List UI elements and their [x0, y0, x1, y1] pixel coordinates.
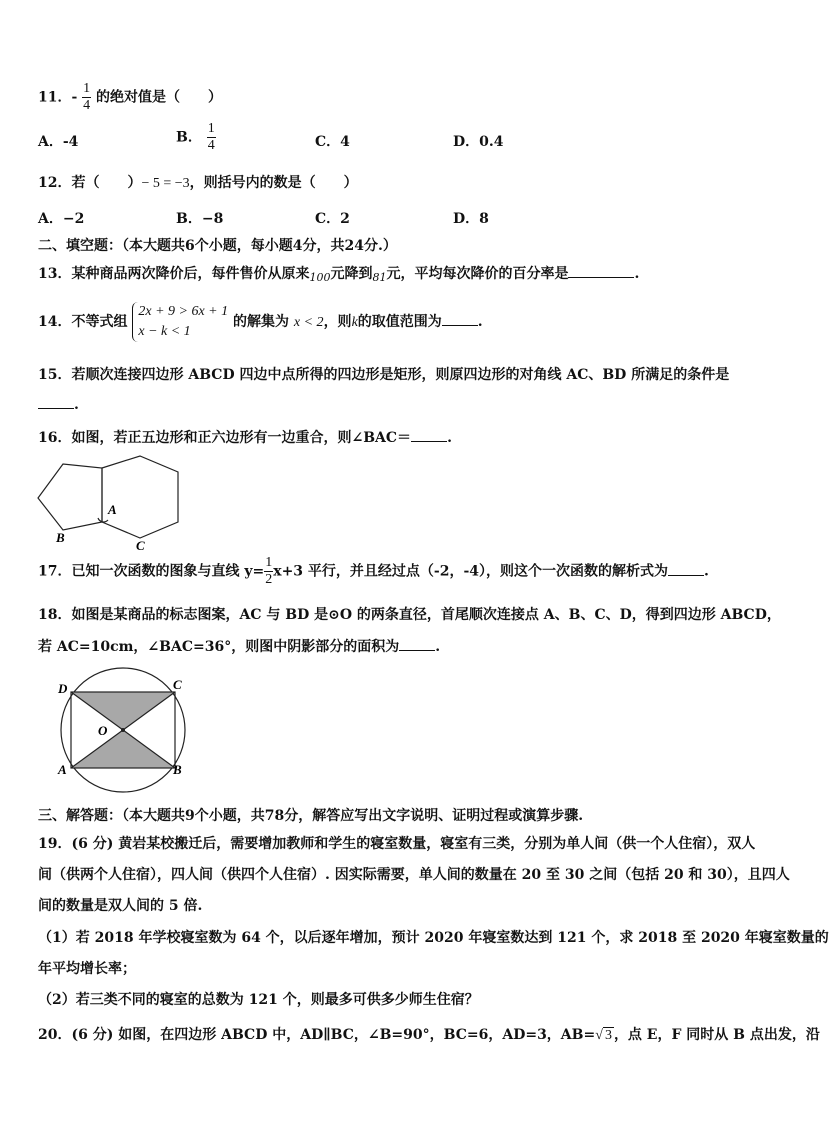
q11-text: 的绝对值是（ ）	[96, 89, 223, 106]
label-a: A	[58, 762, 67, 777]
q14-solution: x < 2	[293, 315, 324, 330]
question-20: 20．(6 分) 如图，在四边形 ABCD 中，AD∥BC，∠B=90°，BC=6，AD=3，AB=√ 3 ，点 E，F 同时从 B 点出发，沿	[38, 1027, 820, 1043]
q17-fraction: $\frac{1}{2}$	[265, 555, 273, 587]
question-19-line-2: 间（供两个人住宿），四人间（供四个人住宿）. 因实际需要，单人间的数量在 20 至 30 之间（包括 20 和 30），且四人	[38, 867, 790, 883]
q19-subquestion-2: （2）若三类不同的寝室的总数为 121 个，则最多可供多少师生住宿？	[38, 992, 479, 1008]
q12-expression: − 5 = −3	[141, 176, 190, 191]
label-d: D	[58, 681, 68, 696]
q11-option-d: D．0.4	[453, 134, 504, 150]
question-18: 18．如图是某商品的标志图案，AC 与 BD 是⊙O 的两条直径，首尾顺次连接点 A、B、C、D，得到四边形 ABCD，	[38, 607, 781, 623]
q18-line-2: 若 AC=10cm，∠BAC=36°，则图中阴影部分的面积为 .	[38, 639, 441, 655]
q14-answer-blank	[442, 313, 478, 326]
label-c: C	[136, 538, 145, 553]
question-17: 17．已知一次函数的图象与直线 y= $\frac{1}{2}$ x+3 平行，并且经过点（-2，-4），则这个一次函数的解析式为 .	[38, 555, 709, 587]
figure-circle-logo	[50, 675, 196, 785]
shaded-bottom-triangle	[71, 730, 175, 768]
pentagon-shape	[38, 464, 102, 530]
question-16: 16．如图，若正五边形和正六边形有一边重合，则∠BAC＝ .	[38, 430, 452, 446]
q17-answer-blank	[668, 563, 704, 576]
q13-original-price: 100	[309, 271, 331, 284]
q20-sqrt: √ 3	[595, 1028, 612, 1043]
label-a: A	[108, 502, 117, 517]
shaded-top-triangle	[71, 692, 175, 730]
q11-option-a: A．-4	[38, 134, 79, 150]
q12-option-d: D．8	[453, 211, 489, 227]
section-2-heading: 二、填空题：（本大题共6个小题，每小题4分，共24分.）	[38, 238, 397, 254]
question-14: 14．不等式组 2x + 9 > 6x + 1 x − k < 1 的解集为 x < 2，则k的取值范围为 .	[38, 302, 483, 342]
q11-option-c: C．4	[315, 134, 350, 150]
question-13: 13．某种商品两次降价后，每件售价从原来$_{100}$元降到$_{81}$元，平均每次降价的百分率是 .	[38, 266, 640, 284]
q12-option-a: A．−2	[38, 211, 85, 227]
q14-inequality-system: 2x + 9 > 6x + 1 x − k < 1	[132, 302, 228, 342]
figure-pentagon-hexagon	[30, 450, 190, 554]
label-c: C	[173, 677, 182, 692]
q12-option-c: C．2	[315, 211, 350, 227]
question-15: 15．若顺次连接四边形 ABCD 四边中点所得的四边形是矩形，则原四边形的对角线 AC、BD 所满足的条件是	[38, 367, 730, 383]
question-19-line-1: 19．(6 分) 黄岩某校搬迁后，需要增加教师和学生的寝室数量，寝室有三类，分别为单人间（供一个人住宿），双人	[38, 836, 756, 852]
label-o: O	[98, 723, 108, 738]
q11-option-b-fraction: $\frac{1}{4}$	[207, 121, 215, 153]
q11-option-b: B． $\frac{1}{4}$	[176, 121, 215, 153]
hexagon-shape	[102, 456, 178, 538]
question-19-line-3: 间的数量是双人间的 5 倍.	[38, 898, 203, 914]
q18-answer-blank	[399, 638, 435, 651]
center-point	[121, 728, 125, 732]
q15-answer-line: .	[38, 396, 79, 413]
label-b: B	[56, 530, 65, 545]
label-b: B	[173, 762, 182, 777]
q11-fraction: $\frac{1}{4}$	[83, 81, 91, 113]
q15-answer-blank	[38, 396, 74, 409]
q16-answer-blank	[411, 429, 447, 442]
q13-answer-blank	[568, 265, 634, 278]
question-11	[38, 82, 222, 113]
angle-arc	[98, 518, 108, 522]
q19-subquestion-1-cont: 年平均增长率；	[38, 961, 136, 977]
q12-option-b: B．−8	[176, 211, 224, 227]
q11-number: 11．-	[38, 89, 78, 106]
section-3-heading: 三、解答题：（本大题共9个小题，共78分，解答应写出文字说明、证明过程或演算步骤.	[38, 808, 584, 824]
question-12: 12．若（ ）− 5 = −3，则括号内的数是（ ）	[38, 175, 358, 191]
q13-new-price: 81	[372, 271, 387, 284]
q19-subquestion-1: （1）若 2018 年学校寝室数为 64 个，以后逐年增加，预计 2020 年寝室数达到 121 个，求 2018 至 2020 年寝室数量的	[38, 930, 829, 946]
